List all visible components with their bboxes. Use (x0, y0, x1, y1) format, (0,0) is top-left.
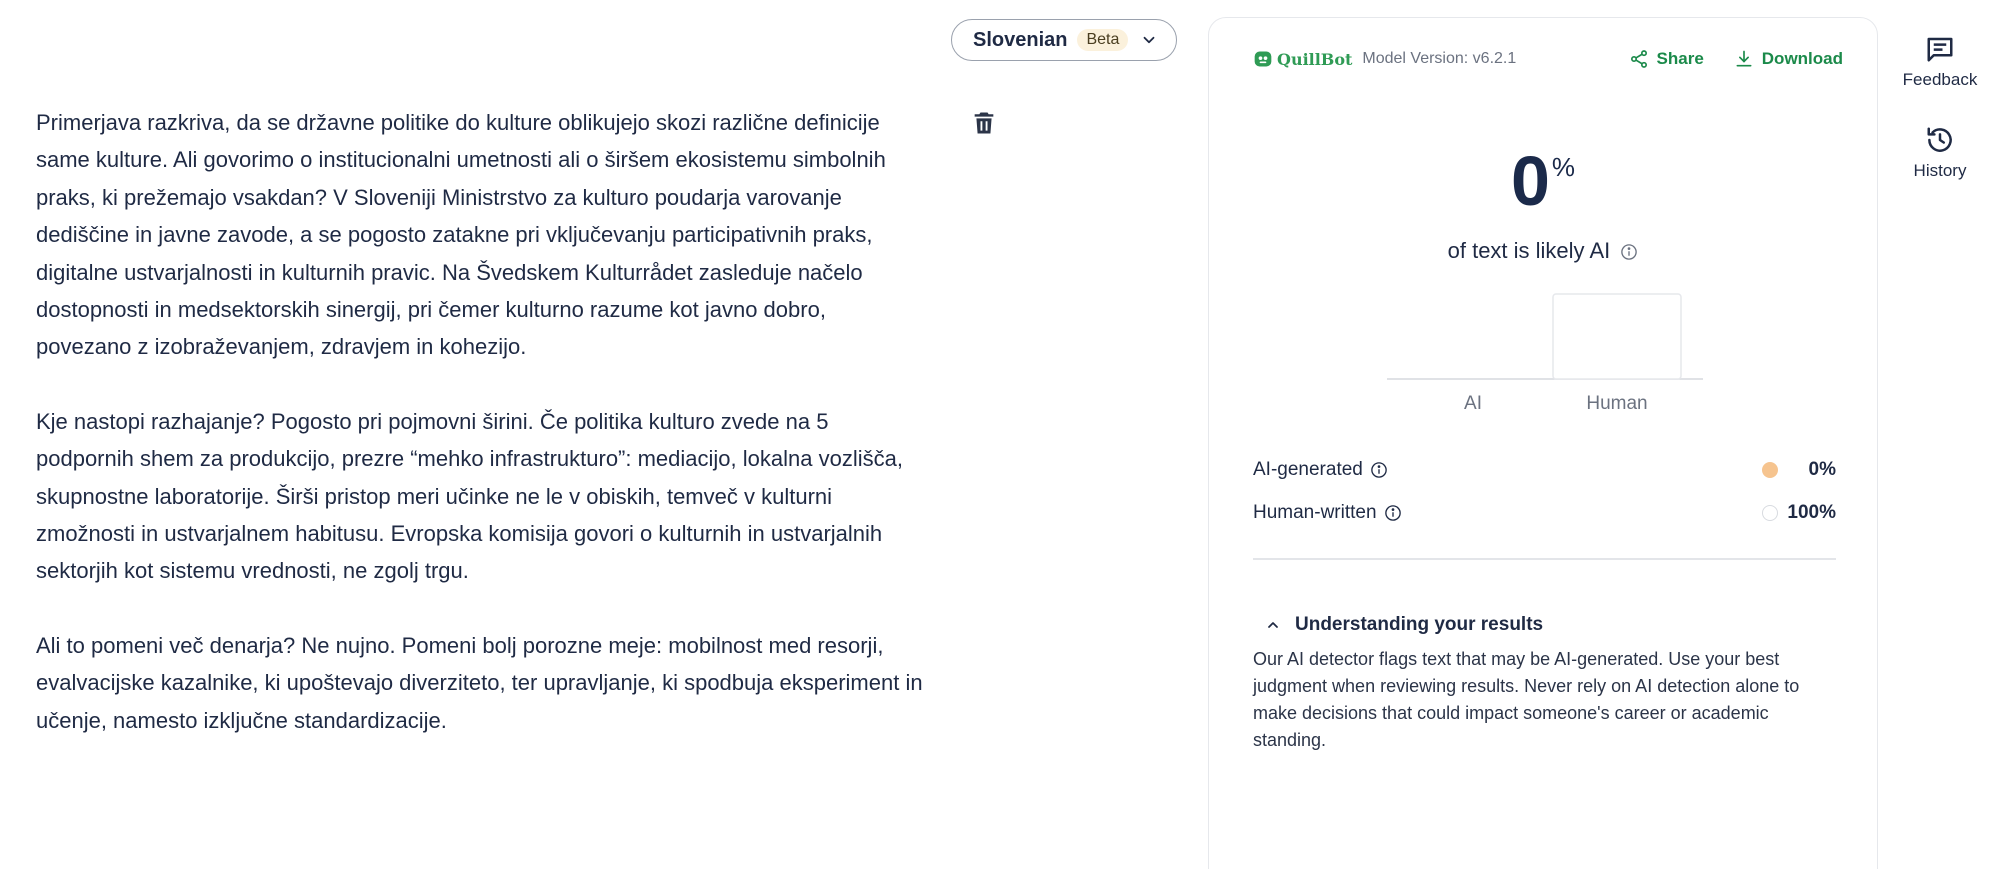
editor-paragraph: Kje nastopi razhajanje? Pogosto pri pojmovni širini. Če politika kulturo zvede na 5 podpornih shem za produkcijo, prezre “mehko infrastrukturo”: mediacijo, lokalna vozlišča, skupnostne laboratorije. Širši pristop meri učinke ne le v obiskih, temveč v kulturni zmožnosti in ustvarjalnem habitusu. Evropska komisija govori o kulturnih in ustvarjalnih sektorjih kot sistemu vrednosti, ne zgolj trgu. (36, 408, 903, 584)
stat-value: 100% (1787, 501, 1836, 523)
score-unit: % (1551, 152, 1576, 182)
likely-text (1209, 238, 1877, 264)
likely-label: of text is likely AI (1447, 238, 1611, 263)
feedback-button[interactable] (1892, 34, 1988, 90)
stat-label: Human-written (1253, 501, 1377, 523)
editor-paragraph: Ali to pomeni več denarja? Ne nujno. Pomeni bolj porozne meje: mobilnost med resorji, evalvacijske kazalnike, ki upoštevajo diverziteto, ter upravljanje, ki spodbuja eksperiment in učenje, namesto izključne standardizacije. (36, 632, 923, 733)
divider (1253, 558, 1836, 560)
history-label: History (1913, 161, 1967, 180)
editor-paragraph: Primerjava razkriva, da se državne politike do kulture oblikujejo skozi različne definicije same kulture. Ali govorimo o institucionalni umetnosti ali o širšem ekosistemu simbolnih praks, ki prežemajo vsakdan? V Sloveniji Ministrstvo za kulturo poudarja varovanje dediščine in javne zavode, a se pogosto zatakne pri vključevanju participativnih praks, digitalne ustvarjalnosti in kulturnih pravic. Na Švedskem Kulturrådet zasleduje načelo dostopnosti in medsektorskih sinergij, pri čemer kulturno razume kot javno dobro, povezano z izobraževanjem, zdravjem in kohezijo. (36, 110, 886, 360)
understanding-title: Understanding your results (1295, 614, 1544, 635)
info-icon[interactable] (1370, 461, 1388, 479)
beta-badge: Beta (1077, 29, 1128, 51)
stat-label: AI-generated (1253, 458, 1363, 480)
language-select[interactable] (951, 19, 1177, 61)
info-icon[interactable] (1620, 243, 1638, 261)
history-icon (1925, 125, 1955, 155)
chart-label-human: Human (1586, 393, 1648, 414)
info-icon[interactable] (1384, 504, 1402, 522)
understanding-body: Our AI detector flags text that may be AI-generated. Use your best judgment when reviewing results. Never rely on AI detection alone to make decisions that could impact someone's career or academic standing. (1253, 649, 1800, 750)
share-label: Share (1656, 49, 1704, 68)
human-bar (1553, 294, 1681, 379)
stat-ai-generated (1253, 448, 1836, 491)
ai-score (1209, 142, 1877, 220)
share-button[interactable] (1629, 49, 1704, 69)
feedback-label: Feedback (1902, 70, 1978, 89)
download-icon (1734, 49, 1754, 69)
chevron-up-icon (1265, 617, 1281, 633)
ai-color-dot (1762, 462, 1778, 478)
model-version: Model Version: v6.2.1 (1362, 50, 1517, 67)
quillbot-logo-icon (1253, 49, 1273, 69)
quillbot-logo (1253, 49, 1352, 69)
download-label: Download (1761, 49, 1843, 68)
understanding-toggle[interactable] (1253, 614, 1843, 636)
history-button[interactable] (1892, 125, 1988, 181)
feedback-icon (1925, 34, 1955, 64)
text-editor[interactable] (36, 104, 926, 776)
panel-header (1253, 44, 1843, 74)
chevron-down-icon (1140, 31, 1158, 49)
share-icon (1629, 49, 1649, 69)
download-button[interactable] (1734, 49, 1843, 69)
results-panel (1208, 17, 1878, 869)
score-value: 0 (1510, 142, 1550, 220)
stat-human-written (1253, 491, 1836, 534)
result-bar-chart (1385, 274, 1705, 434)
logo-text: QuillBot (1277, 49, 1353, 69)
trash-icon[interactable] (970, 108, 998, 138)
chart-label-ai: AI (1464, 393, 1482, 414)
language-label: Slovenian (973, 28, 1068, 51)
understanding-section (1253, 614, 1843, 754)
result-stats (1253, 448, 1836, 534)
human-color-dot (1762, 505, 1778, 521)
stat-value: 0% (1808, 458, 1836, 480)
